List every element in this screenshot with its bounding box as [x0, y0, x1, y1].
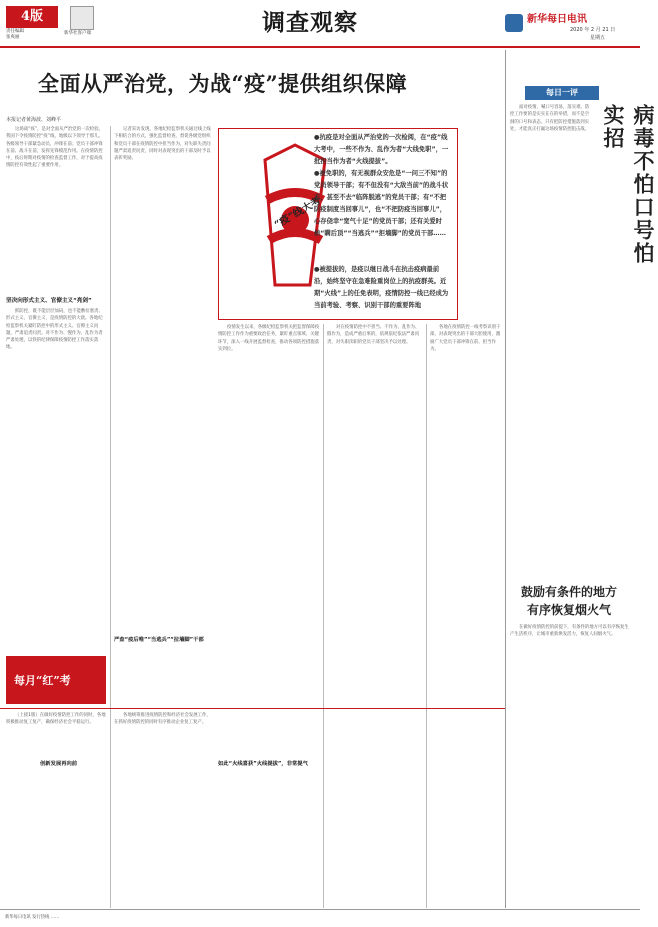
key-point-2: ●被免职的，有无视群众安危是“一问三不知”的党员领导干部；有不但没有“大敌当前”的战斗状态，甚至不去“临阵脱逃”的党员干部；有“不把防疫制度当回事儿”，也“不把防疫当回事儿”，心存侥幸“宽气十足”的党员干部；还有关爱时候“瞒后顶”“当逃兵”“拒墙脚”的党员干部……: [314, 170, 449, 238]
body-text-col3: 疫情发生以来，各级纪检监察机关把监督保障疫情防控工作作为重要政治任务，紧盯重点领域、关键环节，深入一线开展监督检查，推动各项防控措施落实到位。: [218, 325, 320, 352]
body-text-col5: 各地在疫情防控一线考察识别干部，对表现突出的干部大胆使用，激励广大党员干部冲锋在前、担当作为。: [430, 325, 501, 352]
bottom-body-col2: 各地统筹推进疫情防控和经济社会发展工作，在抓好疫情防控的同时有序推动企业复工复产。: [114, 713, 211, 726]
subhead-3: 如此“火线喜获”火线提拔”，非常提气: [218, 761, 308, 767]
subhead-2: 严查“疫后唯”“当逃兵”“拉墙脚”干部: [114, 637, 204, 643]
body-text-col2: 记者采访发现，各地纪检监察机关通过线上线下相结合的方式，强化监督检查，督促各级党组织和党员干部在疫情防控中担当作为，对失职失责问题严肃追责问责，同时对表现突出的干部及时予以表彰奖励。: [114, 127, 211, 162]
column-rule-4: [426, 324, 427, 908]
key-point-1: ●抗疫是对全面从严治党的一次检阅，在“疫”线大考中，一些不作为、乱作为者“大线免职”，一批担当作为者“火线提拔”。: [314, 134, 449, 166]
body-text-col1-a: 这场战“疫”，是对全面从严治党的一次检验。我国下令疫情防控“疫”线，地级以下领导于那儿。各级领导干部紧急动员，冲锋在前；党员干部冲锋在前、战斗在前，发挥先锋模范作用。在疫情防控中，疫后时期对疫情的检查监督工作，对于提高疫情防控有效性起了重要作用。: [6, 127, 103, 169]
article2-body: 在做好疫情防控的前提下，有条件的地方可以有序恢复生产生活秩序，让城市重新焕发活力，恢复人间烟火气。: [510, 625, 629, 638]
lead-headline: 全面从严治党，为战“疫”提供组织保障: [38, 71, 408, 96]
app-tag: 新华社客户端: [64, 31, 91, 36]
sidebar-rule: [505, 50, 506, 908]
editor-label: 责任编辑: [6, 29, 24, 34]
qr-code-icon: [70, 6, 94, 30]
article2-title: 鼓励有条件的地方: [520, 585, 617, 599]
subhead-1: 坚决向形式主义、官僚主义“亮剑”: [6, 298, 92, 304]
xinhua-logo-icon: [505, 14, 523, 32]
article2-subtitle: 有序恢复烟火气: [526, 603, 611, 617]
masthead-divider: [0, 46, 640, 48]
monthly-feature-label: 每月“红”考: [14, 674, 71, 687]
section-divider: [0, 708, 505, 709]
daily-comment-label: 每日一评: [525, 86, 599, 100]
footer-text: 新华每日电讯 发行热线 ……: [5, 915, 60, 920]
section-title: 调查观察: [262, 9, 358, 36]
issue-weekday: 星期五: [590, 35, 606, 41]
column-rule-1: [110, 126, 111, 908]
page-number-badge: 4版: [6, 6, 58, 28]
body-text-col1-b: 抓防控，既不能层层加码，也不能敷衍塞责。形式主义、官僚主义，是疫情防控的大敌。各地纪检监察机关紧盯防控中的形式主义、官僚主义问题，严肃追责问责。对不作为、慢作为、乱作为者严肃处理，以铁的纪律保障疫情防控工作落实落地。: [6, 309, 103, 351]
brand-name: 新华每日电讯: [527, 14, 587, 25]
comment-title: 病毒不怕口号怕实招: [601, 104, 656, 265]
issue-date: 2020 年 2 月 21 日: [570, 27, 616, 33]
key-point-3: ●被提拔的，是疫以继日战斗在抗击疫病最前沿，始终坚守在急难险重岗位上的抗疫群英。近期“火线”上的任免表明，疫情防控一线已经成为当前考验、考察、识别干部的重要阵地: [314, 266, 449, 310]
body-text-col4: 对在疫情防控中不担当、不作为、乱作为、假作为，造成严重后果的，依规依纪依法严肃问责，对失职渎职的党员干部坚决予以处理。: [327, 325, 420, 345]
comment-body: 面对疫情，喊口号容易，落实难。防控工作要的是实实在在的举措，而不是空洞的口号和表态。只有把防控措施落到实处，才能真正打赢这场疫情防控阻击战。: [510, 105, 590, 132]
editor-name: 张爽丽: [6, 35, 20, 40]
byline: 本报记者黄海波、刘峰平: [6, 117, 62, 123]
footer-rule: [0, 909, 640, 910]
stamp-label: “疫”线大考: [272, 195, 324, 231]
column-rule-3: [323, 324, 324, 908]
bottom-subhead: 创新发展再向前: [40, 761, 78, 767]
bottom-body-col1: （上接1版）在做好疫情防控工作的同时，各地积极推动复工复产，确保经济社会平稳运行。: [6, 713, 106, 726]
